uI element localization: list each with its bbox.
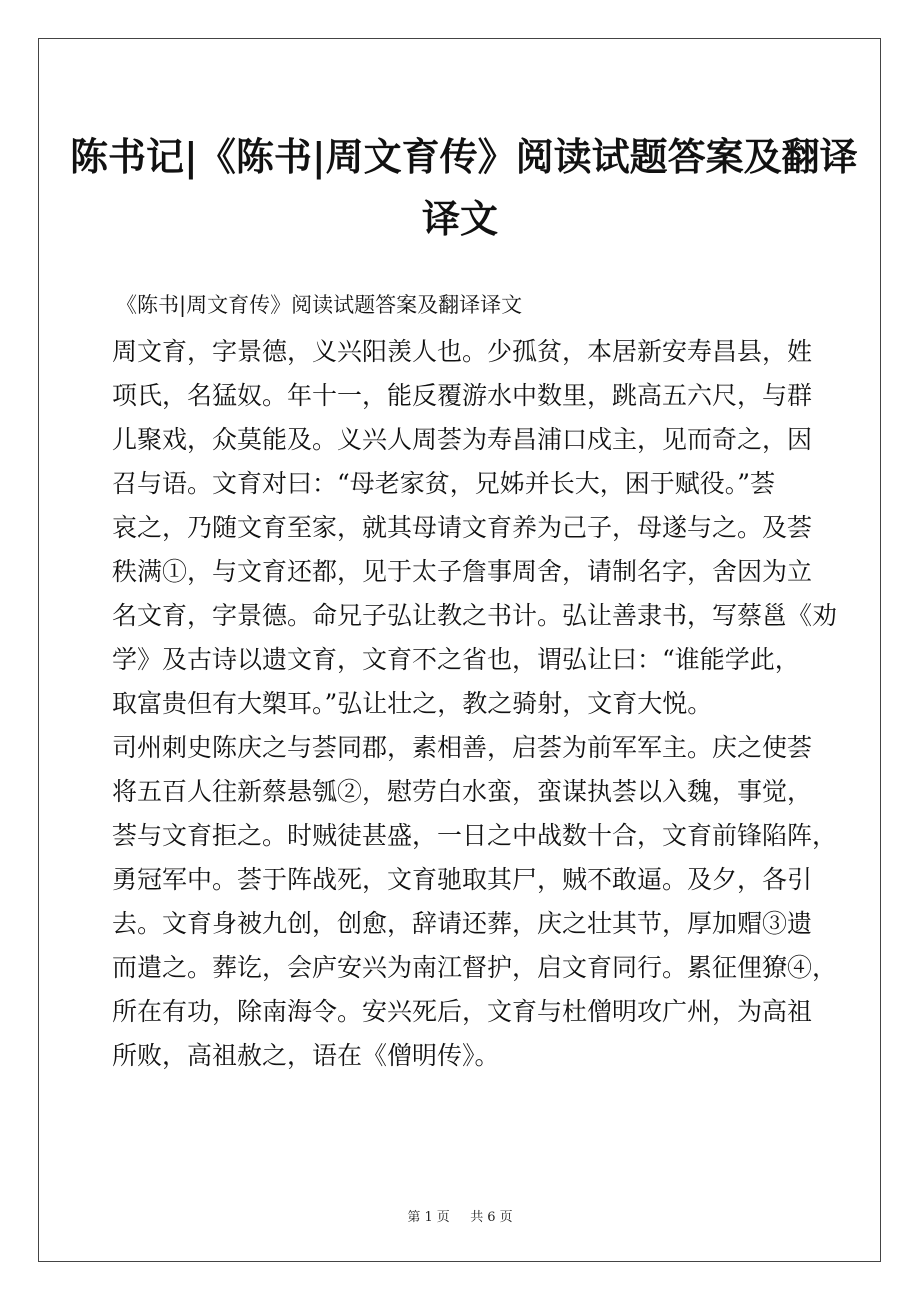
body-line: 所在有功，除南海令。安兴死后，文育与杜僧明攻广州，为高祖 [112,997,813,1026]
total-unit: 页 [499,1210,513,1225]
body-line: 勇冠军中。荟于阵战死，文育驰取其尸，贼不敢逼。及夕，各引 [112,865,813,894]
title-line-2: 译文 [421,196,498,241]
title-line-1: 陈书记|《陈书|周文育传》阅读试题答案及翻译 [70,134,858,179]
body-line: 名文育，字景德。命兄子弘让教之书计。弘让善隶书，写蔡邕《劝 [112,601,838,630]
total-label: 共 [470,1210,484,1225]
body-line: 而遣之。葬讫，会庐安兴为南江督护，启文育同行。累征俚獠④， [112,953,838,982]
total-pages: 6 [487,1210,496,1225]
body-line: 去。文育身被九创，创愈，辞请还葬，庆之壮其节，厚加赗③遗 [112,909,813,938]
body-line: 取富贵但有大槊耳。”弘让壮之，教之骑射，文育大悦。 [112,689,713,718]
body-line: 司州刺史陈庆之与荟同郡，素相善，启荟为前军军主。庆之使荟 [112,733,813,762]
document-title [70,126,858,250]
body-line: 将五百人往新蔡悬瓠②，慰劳白水蛮，蛮谋执荟以入魏，事觉， [112,777,813,806]
body-text [112,330,838,1078]
body-line: 周文育，字景德，义兴阳羡人也。少孤贫，本居新安寿昌县，姓 [112,337,813,366]
body-line: 项氏，名猛奴。年十一，能反覆游水中数里，跳高五六尺，与群 [112,381,813,410]
body-line: 所败，高祖赦之，语在《僧明传》。 [112,1041,500,1070]
body-line: 秩满①，与文育还都，见于太子詹事周舍，请制名字，舍因为立 [112,557,813,586]
body-line: 哀之，乃随文育至家，就其母请文育养为己子，母遂与之。及荟 [112,513,813,542]
body-line: 荟与文育拒之。时贼徒甚盛，一日之中战数十合，文育前锋陷阵， [112,821,838,850]
body-line: 召与语。文育对曰：“母老家贫，兄姊并长大，困于赋役。”荟 [112,469,776,498]
body-line: 儿聚戏，众莫能及。义兴人周荟为寿昌浦口戍主，见而奇之，因 [112,425,813,454]
body-line: 学》及古诗以遗文育，文育不之省也，谓弘让曰：“谁能学此， [112,645,800,674]
document-subtitle: 《陈书|周文育传》阅读试题答案及翻译译文 [116,293,523,317]
page-unit: 页 [436,1210,450,1225]
page-label: 第 [407,1210,421,1225]
page-number: 1 [424,1210,433,1225]
page-footer [0,1206,920,1225]
